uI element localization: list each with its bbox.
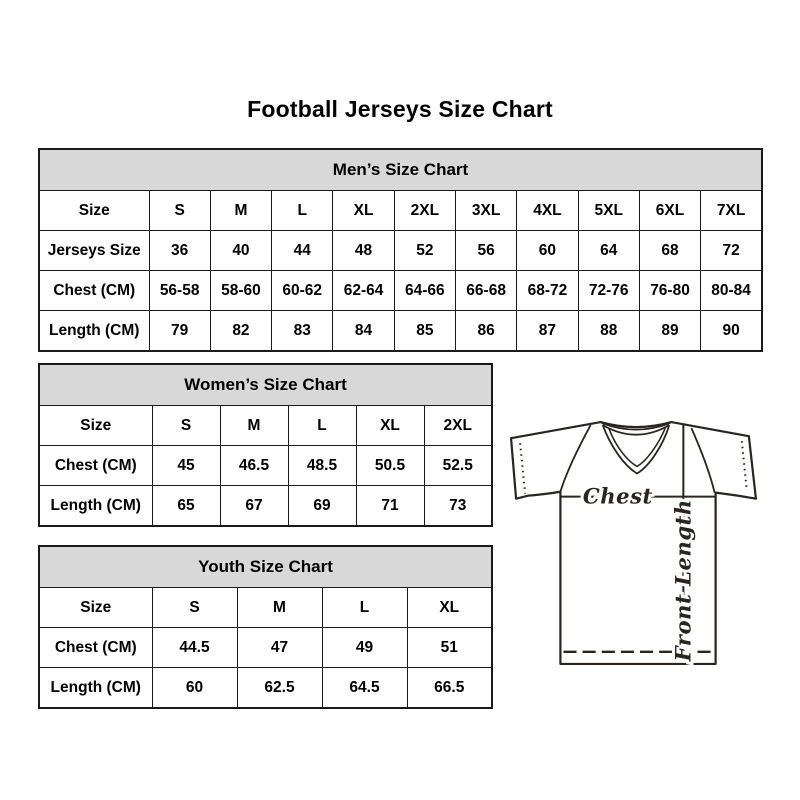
value-cell: 62-64	[333, 271, 394, 311]
value-cell: 79	[149, 311, 210, 352]
value-cell: 64	[578, 231, 639, 271]
jersey-outline-shape	[511, 422, 756, 664]
value-cell: 84	[333, 311, 394, 352]
value-cell: 2XL	[424, 406, 492, 446]
value-cell: M	[210, 191, 271, 231]
front-length-label: Front Length	[670, 499, 696, 662]
value-cell: S	[152, 406, 220, 446]
page-title: Football Jerseys Size Chart	[247, 96, 553, 122]
table-title: Women’s Size Chart	[39, 364, 492, 406]
value-cell: 69	[288, 486, 356, 527]
value-cell: 85	[394, 311, 455, 352]
value-cell: 52	[394, 231, 455, 271]
value-cell: 87	[517, 311, 578, 352]
youth-size-table	[38, 545, 493, 709]
value-cell: 4XL	[517, 191, 578, 231]
value-cell: M	[237, 588, 322, 628]
row-label: Length (CM)	[39, 486, 152, 527]
value-cell: 64-66	[394, 271, 455, 311]
womens-size-table	[38, 363, 493, 527]
value-cell: 71	[356, 486, 424, 527]
row-label: Jerseys Size	[39, 231, 149, 271]
value-cell: 45	[152, 446, 220, 486]
table-title: Youth Size Chart	[39, 546, 492, 588]
value-cell: 5XL	[578, 191, 639, 231]
value-cell: 73	[424, 486, 492, 527]
value-cell: 60-62	[272, 271, 333, 311]
value-cell: S	[149, 191, 210, 231]
value-cell: 7XL	[701, 191, 762, 231]
value-cell: 46.5	[220, 446, 288, 486]
row-label: Chest (CM)	[39, 271, 149, 311]
value-cell: 47	[237, 628, 322, 668]
value-cell: 88	[578, 311, 639, 352]
row-label: Size	[39, 588, 152, 628]
value-cell: 90	[701, 311, 762, 352]
value-cell: XL	[333, 191, 394, 231]
row-label: Chest (CM)	[39, 628, 152, 668]
mens-size-table	[38, 148, 763, 352]
value-cell: 83	[272, 311, 333, 352]
chest-label: Chest	[582, 483, 653, 509]
value-cell: 44	[272, 231, 333, 271]
value-cell: 64.5	[322, 668, 407, 709]
value-cell: 56	[455, 231, 516, 271]
value-cell: 68	[639, 231, 700, 271]
value-cell: 89	[639, 311, 700, 352]
value-cell: L	[272, 191, 333, 231]
value-cell: 50.5	[356, 446, 424, 486]
value-cell: L	[322, 588, 407, 628]
value-cell: 80-84	[701, 271, 762, 311]
row-label: Size	[39, 406, 152, 446]
value-cell: XL	[407, 588, 492, 628]
value-cell: 86	[455, 311, 516, 352]
value-cell: XL	[356, 406, 424, 446]
value-cell: 56-58	[149, 271, 210, 311]
row-label: Length (CM)	[39, 668, 152, 709]
value-cell: 66.5	[407, 668, 492, 709]
value-cell: S	[152, 588, 237, 628]
value-cell: 60	[152, 668, 237, 709]
value-cell: M	[220, 406, 288, 446]
value-cell: 3XL	[455, 191, 516, 231]
value-cell: 52.5	[424, 446, 492, 486]
value-cell: 82	[210, 311, 271, 352]
value-cell: 48	[333, 231, 394, 271]
row-label: Size	[39, 191, 149, 231]
value-cell: 49	[322, 628, 407, 668]
value-cell: 72-76	[578, 271, 639, 311]
value-cell: 58-60	[210, 271, 271, 311]
value-cell: 76-80	[639, 271, 700, 311]
value-cell: 51	[407, 628, 492, 668]
table-title: Men’s Size Chart	[39, 149, 762, 191]
value-cell: 36	[149, 231, 210, 271]
row-label: Length (CM)	[39, 311, 149, 352]
value-cell: 62.5	[237, 668, 322, 709]
value-cell: 2XL	[394, 191, 455, 231]
value-cell: 48.5	[288, 446, 356, 486]
row-label: Chest (CM)	[39, 446, 152, 486]
value-cell: 6XL	[639, 191, 700, 231]
value-cell: 66-68	[455, 271, 516, 311]
value-cell: 68-72	[517, 271, 578, 311]
value-cell: 60	[517, 231, 578, 271]
value-cell: 65	[152, 486, 220, 527]
value-cell: 67	[220, 486, 288, 527]
value-cell: L	[288, 406, 356, 446]
jersey-measurement-diagram	[506, 417, 768, 669]
value-cell: 40	[210, 231, 271, 271]
value-cell: 72	[701, 231, 762, 271]
value-cell: 44.5	[152, 628, 237, 668]
